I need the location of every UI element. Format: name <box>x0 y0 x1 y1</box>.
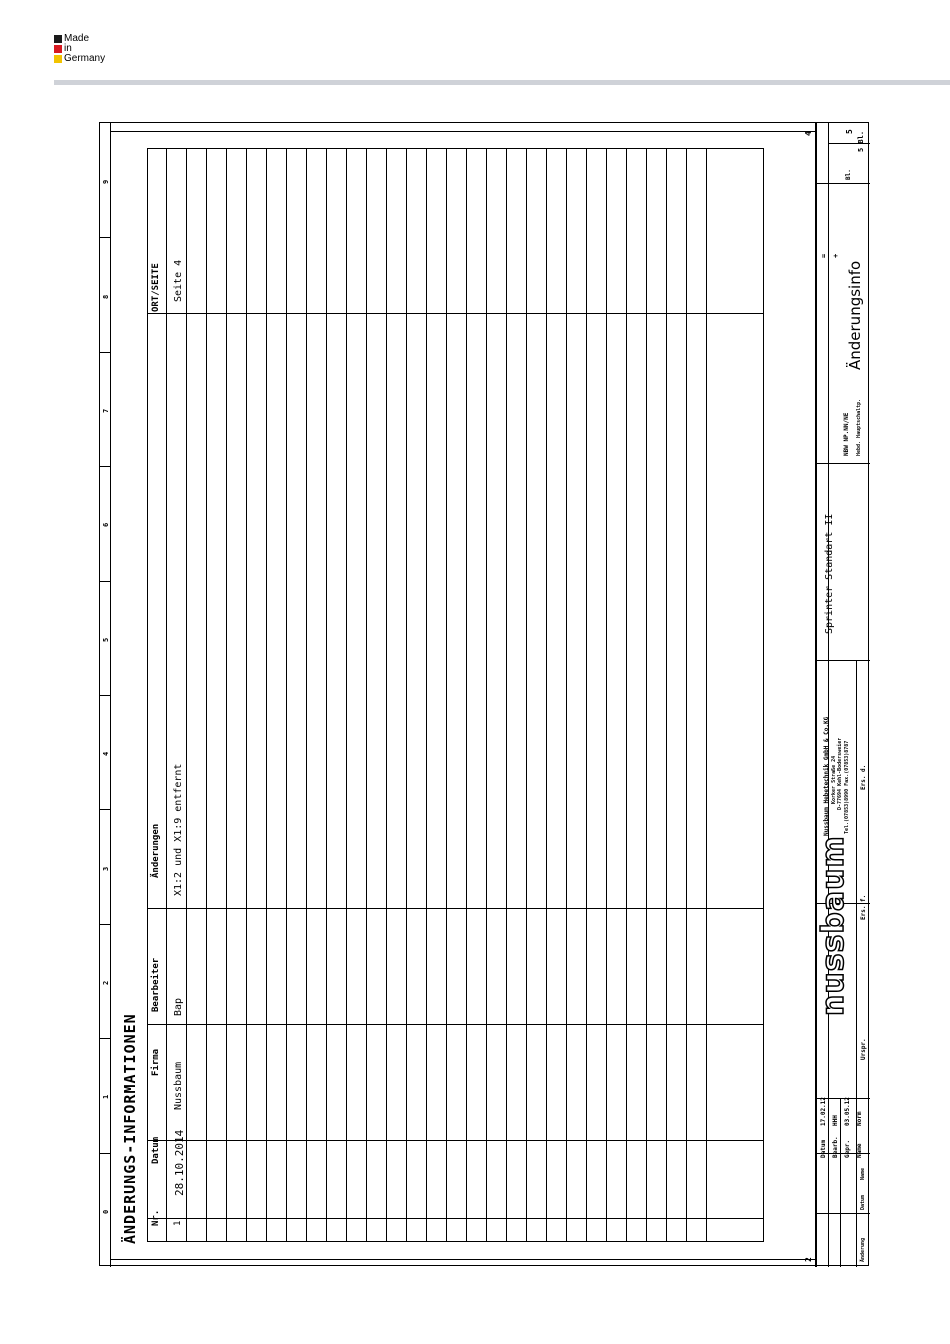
badge-line-made: Made <box>64 33 90 44</box>
table-row-divider <box>246 148 247 1242</box>
zone-number: 1 <box>102 1095 110 1100</box>
table-column-divider <box>147 1218 764 1219</box>
flag-red-square <box>54 45 62 53</box>
table-row-divider <box>406 148 407 1242</box>
tb-blatt-total: 5 Bl. <box>857 130 865 152</box>
row-1-bearbeiter: Bap <box>173 997 184 1016</box>
table-row-divider <box>166 148 167 1242</box>
table-row-divider <box>266 148 267 1242</box>
tb-ers-f-label: Ers. f. <box>860 894 867 920</box>
tb-zeichnung-label: NBW NP.NN/NE <box>843 412 850 456</box>
table-column-divider <box>147 1140 764 1141</box>
tb-bearb-value: HHH <box>832 1115 839 1126</box>
row-1-ort: Seite 4 <box>173 259 184 302</box>
zone-number: 0 <box>102 1209 110 1214</box>
zone-number: 2 <box>102 980 110 985</box>
table-column-divider <box>147 313 764 314</box>
zone-tick <box>100 581 110 582</box>
header-aenderungen: Änderungen <box>151 823 161 878</box>
table-row-divider <box>506 148 507 1242</box>
tb-urspr-label: Urspr. <box>860 1038 867 1060</box>
tb-aenderung-label: Änderung <box>860 1237 866 1262</box>
table-row-divider <box>306 148 307 1242</box>
flag-black-square <box>54 35 62 43</box>
tb-drawing-title: Änderungsinfo <box>846 260 864 370</box>
table-row-divider <box>586 148 587 1242</box>
table-column-divider <box>147 908 764 909</box>
tb-ort-label: + <box>832 253 840 258</box>
tb-ers-d-label: Ers. d. <box>860 764 867 790</box>
zone-tick <box>100 352 110 353</box>
row-1-aenderungen: X1:2 und X1:9 entfernt <box>173 763 184 896</box>
zone-tick <box>100 1153 110 1154</box>
tb-name-label: Name <box>856 1143 863 1158</box>
zone-tick <box>100 924 110 925</box>
header-nr: Nr. <box>151 1209 161 1226</box>
tb-datum-label: Datum <box>820 1139 827 1158</box>
zone-tick <box>100 237 110 238</box>
zone-number: 3 <box>102 866 110 871</box>
table-row-divider <box>606 148 607 1242</box>
zone-number: 8 <box>102 294 110 299</box>
zone-tick <box>100 466 110 467</box>
tb-bearb-label: Bearb. <box>832 1136 839 1158</box>
nussbaum-logo <box>818 835 850 1016</box>
table-row-divider <box>646 148 647 1242</box>
tb-ident-label: = <box>820 253 828 258</box>
zone-tick <box>100 1038 110 1039</box>
zone-number: 9 <box>102 179 110 185</box>
header-bearbeiter: Bearbeiter <box>151 957 161 1012</box>
zone-number: 4 <box>102 751 110 757</box>
table-row-divider <box>426 148 427 1242</box>
table-row-divider <box>626 148 627 1242</box>
row-1-firma: Nussbaum <box>173 1061 184 1110</box>
logo-wordmark: nussbaum <box>816 835 851 1016</box>
tb-datum-value: 17.02.12 <box>820 1097 827 1126</box>
table-row-divider <box>186 148 187 1242</box>
zone-tick <box>100 695 110 696</box>
tb-company-city: D-77694 Kehl-Bodersweier <box>837 737 843 810</box>
table-row-divider <box>446 148 447 1242</box>
flag-gold-square <box>54 55 62 63</box>
table-row-divider <box>386 148 387 1242</box>
table-row-divider <box>666 148 667 1242</box>
tb-name-col-label: Name <box>860 1167 866 1180</box>
table-row-divider <box>326 148 327 1242</box>
table-row-divider <box>486 148 487 1242</box>
tb-gepr-label: Gepr. <box>844 1139 851 1158</box>
zone-number: 7 <box>102 408 110 413</box>
table-row-divider <box>226 148 227 1242</box>
table-row-divider <box>706 148 707 1242</box>
table-row-divider <box>566 148 567 1242</box>
table-row-divider <box>206 148 207 1242</box>
tb-blatt-value: 5 <box>845 129 854 134</box>
tb-company-street: Korker Straße 24 <box>831 755 837 804</box>
tb-company-phone: Tel.(07853)8990 Fax.(07853)8787 <box>844 740 850 834</box>
table-row-divider <box>466 148 467 1242</box>
zone-tick <box>100 809 110 810</box>
made-in-germany-badge <box>54 34 105 64</box>
table-row-divider <box>526 148 527 1242</box>
tb-gepr-value: 03.05.12 <box>844 1097 851 1126</box>
tb-company: Nussbaum Hebetechnik GmbH & Co.KG <box>823 716 830 836</box>
tb-typ-label: Hebd. Hauptschaltp. <box>856 398 862 456</box>
header-ort-seite: ORT/SEITE <box>151 263 161 312</box>
table-column-divider <box>147 1024 764 1025</box>
tb-norm-label: Norm <box>856 1111 863 1126</box>
table-row-divider <box>346 148 347 1242</box>
tb-blatt-label: Bl. <box>845 169 852 180</box>
zone-number: 6 <box>102 523 110 528</box>
badge-line-in: in <box>64 43 72 54</box>
table-row-divider <box>686 148 687 1242</box>
zone-number: 5 <box>102 637 110 642</box>
row-1-nr: 1 <box>173 1220 183 1226</box>
corner-right-number: 4 <box>804 131 813 136</box>
header-datum: Datum <box>151 1136 161 1164</box>
table-row-divider <box>546 148 547 1242</box>
table-row-divider <box>286 148 287 1242</box>
tb-project: Sprinter Standart II <box>824 513 835 634</box>
row-1-datum: 28.10.2014 <box>173 1129 186 1196</box>
sheet-title: ÄNDERUNGS-INFORMATIONEN <box>121 1013 139 1244</box>
badge-line-germany: Germany <box>64 53 106 64</box>
header-firma: Firma <box>151 1048 161 1076</box>
table-row-divider <box>366 148 367 1242</box>
corner-left-number: 2 <box>804 1257 813 1262</box>
tb-datum-col-label: Datum <box>860 1194 866 1210</box>
header-divider <box>54 80 950 85</box>
